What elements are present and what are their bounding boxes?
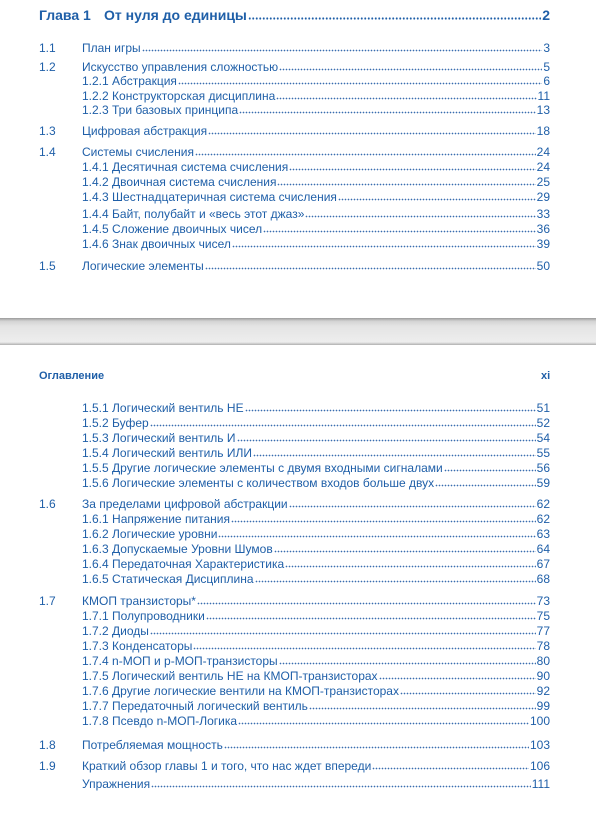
entry-page-number: 62 <box>536 512 550 526</box>
leader-dots <box>248 17 541 20</box>
toc-section-entry[interactable] <box>0 60 596 74</box>
toc-line <box>82 654 550 668</box>
leader-dots <box>253 454 536 457</box>
entry-title: 1.4.2 Двоичная система счисления <box>82 175 277 189</box>
chapter-title: От нуля до единицы <box>104 7 247 23</box>
entry-page-number: 39 <box>536 237 550 251</box>
entry-page-number: 78 <box>536 639 550 653</box>
entry-title: 1.4.1 Десятичная система счисления <box>82 160 289 174</box>
toc-line <box>82 624 550 638</box>
entry-page-number: 6 <box>543 74 550 88</box>
entry-page-number: 50 <box>536 259 550 273</box>
leader-dots <box>195 153 536 156</box>
entry-page-number: 111 <box>531 777 550 791</box>
entry-title: 1.7.4 n-МОП и p-МОП-транзисторы <box>82 654 278 668</box>
entry-title: 1.6.3 Допускаемые Уровни Шумов <box>82 542 273 556</box>
entry-title: 1.4.3 Шестнадцатеричная система счисления <box>82 190 337 204</box>
toc-section-entry[interactable] <box>0 594 596 608</box>
toc-line <box>82 557 550 571</box>
entry-title: 1.5.3 Логический вентиль И <box>82 431 236 445</box>
entry-title: За пределами цифровой абстракции <box>82 497 288 511</box>
leader-dots <box>435 484 535 487</box>
toc-line <box>82 777 550 791</box>
entry-title: 1.6.1 Напряжение питания <box>82 512 231 526</box>
toc-line <box>82 222 550 236</box>
toc-section-entry[interactable] <box>0 497 596 511</box>
toc-page-1 <box>0 0 596 318</box>
entry-title: 1.4.5 Сложение двоичных чисел <box>82 222 263 236</box>
toc-section-entry[interactable] <box>0 41 596 55</box>
leader-dots <box>444 469 536 472</box>
entry-title: 1.2.1 Абстракция <box>82 74 177 88</box>
toc-line <box>82 259 550 273</box>
entry-page-number: 64 <box>536 542 550 556</box>
toc-subsection-entry[interactable] <box>0 74 596 88</box>
toc-line <box>82 572 550 586</box>
entry-title: 1.7.6 Другие логические вентили на КМОП-транзисторах <box>82 684 399 698</box>
toc-line <box>82 41 550 55</box>
entry-page-number: 13 <box>536 103 550 117</box>
toc-line <box>82 124 550 138</box>
leader-dots <box>206 617 536 620</box>
section-number: 1.5 <box>39 259 56 273</box>
toc-subsection-entry[interactable] <box>0 431 596 445</box>
toc-subsection-entry[interactable] <box>0 572 596 586</box>
toc-line <box>82 684 550 698</box>
section-number: 1.9 <box>39 759 56 773</box>
leader-dots <box>245 409 536 412</box>
leader-dots <box>238 722 529 725</box>
entry-page-number: 5 <box>543 60 550 74</box>
leader-dots <box>255 580 536 583</box>
entry-title: 1.7.5 Логический вентиль НЕ на КМОП-транзисторах <box>82 669 378 683</box>
entry-title: 1.7.1 Полупроводники <box>82 609 205 623</box>
toc-subsection-entry[interactable] <box>0 190 596 204</box>
leader-dots <box>279 68 542 71</box>
toc-section-entry[interactable] <box>0 759 596 773</box>
toc-line <box>82 512 550 526</box>
leader-dots <box>309 707 536 710</box>
section-number: 1.7 <box>39 594 56 608</box>
running-header-page-number: xi <box>541 370 551 382</box>
toc-line <box>82 497 550 511</box>
entry-page-number: 63 <box>536 527 550 541</box>
section-number: 1.3 <box>39 124 56 138</box>
entry-page-number: 51 <box>536 401 550 415</box>
leader-dots <box>142 49 543 52</box>
entry-page-number: 24 <box>536 145 550 159</box>
entry-title: 1.5.6 Логические элементы с количеством входов больше двух <box>82 476 435 490</box>
entry-page-number: 73 <box>536 594 550 608</box>
toc-subsection-entry[interactable] <box>0 542 596 556</box>
toc-section-entry[interactable] <box>0 124 596 138</box>
toc-line <box>82 207 550 221</box>
entry-title: КМОП транзисторы* <box>82 594 196 608</box>
entry-title: Искусство управления сложностью <box>82 60 279 74</box>
entry-page-number: 36 <box>536 222 550 236</box>
leader-dots <box>279 662 536 665</box>
leader-dots <box>197 602 536 605</box>
toc-line <box>82 461 550 475</box>
entry-page-number: 29 <box>536 190 550 204</box>
toc-subsection-entry[interactable] <box>0 624 596 638</box>
entry-title: 1.7.2 Диоды <box>82 624 149 638</box>
entry-page-number: 80 <box>536 654 550 668</box>
entry-page-number: 18 <box>536 124 550 138</box>
toc-line <box>82 669 550 683</box>
toc-line <box>82 759 550 773</box>
toc-subsection-entry[interactable] <box>0 237 596 251</box>
toc-subsection-entry[interactable] <box>0 103 596 117</box>
entry-title: 1.4.4 Байт, полубайт и «весь этот джаз» <box>82 207 305 221</box>
entry-title: 1.6.5 Статическая Дисциплина <box>82 572 254 586</box>
leader-dots <box>379 677 536 680</box>
section-number: 1.2 <box>39 60 56 74</box>
toc-subsection-entry[interactable] <box>0 222 596 236</box>
toc-line <box>82 476 550 490</box>
entry-page-number: 99 <box>536 699 550 713</box>
leader-dots <box>151 785 531 788</box>
toc-line <box>82 431 550 445</box>
entry-page-number: 33 <box>536 207 550 221</box>
leader-dots <box>232 245 536 248</box>
section-number: 1.8 <box>39 738 56 752</box>
toc-subsection-entry[interactable] <box>0 557 596 571</box>
running-header-title: Оглавление <box>39 370 105 382</box>
entry-title: 1.5.4 Логический вентиль ИЛИ <box>82 446 253 460</box>
leader-dots <box>277 183 535 186</box>
entry-title: 1.7.7 Передаточный логический вентиль <box>82 699 308 713</box>
leader-dots <box>305 215 535 218</box>
toc-subsection-entry[interactable] <box>0 476 596 490</box>
entry-page-number: 11 <box>537 89 550 103</box>
leader-dots <box>150 424 536 427</box>
entry-title: 1.6.2 Логические уровни <box>82 527 218 541</box>
entry-title: 1.5.1 Логический вентиль НЕ <box>82 401 244 415</box>
toc-subsection-entry[interactable] <box>0 512 596 526</box>
toc-line <box>82 175 550 189</box>
leader-dots <box>178 82 542 85</box>
entry-title: 1.2.3 Три базовых принципа <box>82 103 239 117</box>
leader-dots <box>205 267 536 270</box>
entry-title: Цифровая абстракция <box>82 124 208 138</box>
entry-page-number: 106 <box>529 759 550 773</box>
entry-title: Упражнения <box>82 777 151 791</box>
entry-page-number: 90 <box>536 669 550 683</box>
leader-dots <box>218 535 535 538</box>
entry-page-number: 62 <box>536 497 550 511</box>
entry-title: 1.5.5 Другие логические элементы с двумя входными сигналами <box>82 461 443 475</box>
toc-line <box>82 527 550 541</box>
toc-line <box>82 639 550 653</box>
entry-page-number: 75 <box>536 609 550 623</box>
toc-subsection-entry[interactable] <box>0 175 596 189</box>
toc-line <box>82 74 550 88</box>
entry-page-number: 55 <box>536 446 550 460</box>
section-number: 1.6 <box>39 497 56 511</box>
leader-dots <box>150 632 536 635</box>
entry-page-number: 103 <box>529 738 550 752</box>
leader-dots <box>276 97 536 100</box>
entry-page-number: 68 <box>536 572 550 586</box>
entry-page-number: 25 <box>536 175 550 189</box>
leader-dots <box>231 520 536 523</box>
toc-subsection-entry[interactable] <box>0 699 596 713</box>
entry-page-number: 100 <box>529 714 550 728</box>
entry-page-number: 54 <box>536 431 550 445</box>
toc-line <box>82 145 550 159</box>
toc-subsection-entry[interactable] <box>0 207 596 221</box>
entry-page-number: 77 <box>536 624 550 638</box>
page-separator <box>0 318 596 345</box>
entry-title: 1.7.8 Псевдо n-МОП-Логика <box>82 714 238 728</box>
toc-line <box>82 416 550 430</box>
entry-page-number: 67 <box>536 557 550 571</box>
toc-subsection-entry[interactable] <box>0 777 596 791</box>
entry-page-number: 24 <box>536 160 550 174</box>
toc-subsection-entry[interactable] <box>0 714 596 728</box>
toc-subsection-entry[interactable] <box>0 89 596 103</box>
toc-subsection-entry[interactable] <box>0 160 596 174</box>
toc-line <box>82 103 550 117</box>
toc-line <box>82 60 550 74</box>
entry-title: 1.5.2 Буфер <box>82 416 149 430</box>
toc-line <box>82 714 550 728</box>
leader-dots <box>239 111 535 114</box>
leader-dots <box>400 692 536 695</box>
toc-section-entry[interactable] <box>0 738 596 752</box>
entry-title: Системы счисления <box>82 145 194 159</box>
toc-subsection-entry[interactable] <box>0 527 596 541</box>
chapter-label: Глава 1 <box>39 7 91 23</box>
entry-title: Логические элементы <box>82 259 204 273</box>
entry-title: 1.2.2 Конструкторская дисциплина <box>82 89 276 103</box>
entry-page-number: 3 <box>543 41 550 55</box>
toc-line <box>82 446 550 460</box>
leader-dots <box>289 505 536 508</box>
chapter-heading <box>0 7 596 23</box>
toc-subsection-entry[interactable] <box>0 669 596 683</box>
entry-page-number: 59 <box>536 476 550 490</box>
leader-dots <box>274 550 536 553</box>
toc-line <box>82 160 550 174</box>
entry-title: План игры <box>82 41 141 55</box>
leader-dots <box>285 565 535 568</box>
toc-line <box>82 542 550 556</box>
section-number: 1.4 <box>39 145 56 159</box>
entry-page-number: 52 <box>536 416 550 430</box>
leader-dots <box>263 230 536 233</box>
leader-dots <box>338 198 536 201</box>
toc-line <box>82 594 550 608</box>
leader-dots <box>224 746 529 749</box>
entry-title: Краткий обзор главы 1 и того, что нас ждет впереди <box>82 759 372 773</box>
toc-subsection-entry[interactable] <box>0 416 596 430</box>
toc-subsection-entry[interactable] <box>0 639 596 653</box>
toc-line <box>82 699 550 713</box>
toc-line <box>82 89 550 103</box>
entry-title: 1.7.3 Конденсаторы <box>82 639 193 653</box>
toc-line <box>82 738 550 752</box>
toc-section-entry[interactable] <box>0 259 596 273</box>
entry-title: 1.6.4 Передаточная Характеристика <box>82 557 285 571</box>
toc-subsection-entry[interactable] <box>0 684 596 698</box>
entry-page-number: 56 <box>536 461 550 475</box>
entry-title: Потребляемая мощность <box>82 738 223 752</box>
toc-subsection-entry[interactable] <box>0 446 596 460</box>
entry-title: 1.4.6 Знак двоичных чисел <box>82 237 231 251</box>
toc-section-entry[interactable] <box>0 145 596 159</box>
toc-subsection-entry[interactable] <box>0 654 596 668</box>
toc-line <box>82 237 550 251</box>
leader-dots <box>208 132 536 135</box>
leader-dots <box>193 647 535 650</box>
leader-dots <box>372 767 529 770</box>
toc-line <box>82 190 550 204</box>
toc-line <box>82 401 550 415</box>
chapter-page-number: 2 <box>542 7 550 23</box>
toc-subsection-entry[interactable] <box>0 609 596 623</box>
leader-dots <box>289 168 535 171</box>
section-number: 1.1 <box>39 41 56 55</box>
entry-page-number: 92 <box>536 684 550 698</box>
toc-subsection-entry[interactable] <box>0 401 596 415</box>
chapter-line <box>104 7 550 23</box>
leader-dots <box>237 439 536 442</box>
toc-line <box>82 609 550 623</box>
toc-subsection-entry[interactable] <box>0 461 596 475</box>
